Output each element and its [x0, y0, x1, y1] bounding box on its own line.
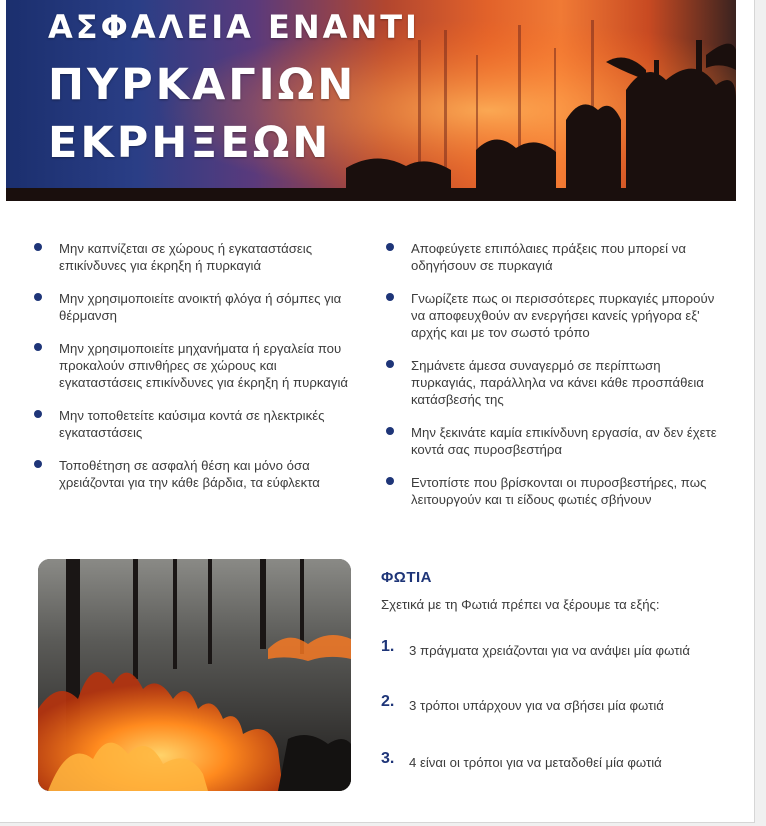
- list-item: [34, 407, 354, 441]
- numbered-item: [381, 693, 711, 714]
- list-item: [34, 340, 354, 391]
- list-item: [34, 240, 354, 274]
- item-number: 3.: [381, 750, 395, 767]
- list-item-text: Τοποθέτηση σε ασφαλή θέση και μόνο όσα χρειάζονται για την κάθε βάρδια, τα εύφλεκτα: [59, 458, 320, 490]
- list-item-text: Μην τοποθετείτε καύσιμα κοντά σε ηλεκτρικές εγκαταστάσεις: [59, 408, 325, 440]
- list-item: [34, 457, 354, 491]
- list-item: [34, 290, 354, 324]
- list-item: [386, 424, 726, 458]
- item-text: 3 τρόποι υπάρχουν για να σβήσει μία φωτιά: [409, 698, 664, 713]
- forest-fire-image: [38, 559, 351, 791]
- numbered-item: [381, 638, 711, 659]
- list-item: [386, 474, 726, 508]
- forest-fire-photo: [38, 559, 351, 791]
- list-item-text: Μην καπνίζεται σε χώρους ή εγκαταστάσεις επικίνδυνες για έκρηξη ή πυρκαγιά: [59, 241, 313, 273]
- title-line-2: ΠΥΡΚΑΓΙΩΝ: [48, 60, 357, 110]
- title-line-1: ΑΣΦΑΛΕΙΑ ΕΝΑΝΤΙ: [48, 8, 420, 46]
- bullet-icon: [34, 293, 42, 301]
- bullet-icon: [386, 427, 394, 435]
- list-item: [386, 357, 726, 408]
- bullet-icon: [34, 243, 42, 251]
- bullet-icon: [386, 243, 394, 251]
- list-item-text: Μην ξεκινάτε καμία επικίνδυνη εργασία, αν δεν έχετε κοντά σας πυροσβεστήρα: [411, 425, 717, 457]
- bullet-icon: [34, 343, 42, 351]
- list-item-text: Μην χρησιμοποιείτε ανοικτή φλόγα ή σόμπες για θέρμανση: [59, 291, 342, 323]
- list-item: [386, 290, 726, 341]
- fire-section-heading: ΦΩΤΙΑ: [381, 569, 433, 586]
- item-number: 2.: [381, 693, 395, 710]
- list-item-text: Αποφεύγετε επιπόλαιες πράξεις που μπορεί να οδηγήσουν σε πυρκαγιά: [411, 241, 686, 273]
- safety-list-left: [34, 240, 354, 491]
- safety-list-right: [386, 240, 726, 508]
- title-line-3: ΕΚΡΗΞΕΩΝ: [48, 118, 332, 168]
- item-number: 1.: [381, 638, 395, 655]
- list-item: [386, 240, 726, 274]
- fire-section-intro: Σχετικά με τη Φωτιά πρέπει να ξέρουμε τα εξής:: [381, 597, 660, 612]
- list-item-text: Γνωρίζετε πως οι περισσότερες πυρκαγιές μπορούν να αποφευχθούν αν ενεργήσει κανείς γρήγορα εξ' αρχής και με τον σωστό τρόπο: [411, 291, 715, 340]
- numbered-item: [381, 750, 711, 771]
- bullet-icon: [34, 460, 42, 468]
- bullet-icon: [386, 360, 394, 368]
- list-item-text: Εντοπίστε που βρίσκονται οι πυροσβεστήρες, πως λειτουργούν και τι είδους φωτιές σβήνουν: [411, 475, 707, 507]
- list-item-text: Μην χρησιμοποιείτε μηχανήματα ή εργαλεία που προκαλούν σπινθήρες σε χώρους και εγκαταστάσεις επικίνδυνες για έκρηξη ή πυρκαγιά: [59, 341, 349, 390]
- bullet-icon: [386, 293, 394, 301]
- item-text: 4 είναι οι τρόποι για να μεταδοθεί μία φωτιά: [409, 755, 662, 770]
- bullet-icon: [386, 477, 394, 485]
- bullet-icon: [34, 410, 42, 418]
- header-banner: [6, 0, 736, 201]
- list-item-text: Σημάνετε άμεσα συναγερμό σε περίπτωση πυρκαγιάς, παράλληλα να κάνει κάθε προσπάθεια κατάσβεσής της: [411, 358, 704, 407]
- item-text: 3 πράγματα χρειάζονται για να ανάψει μία φωτιά: [409, 643, 690, 658]
